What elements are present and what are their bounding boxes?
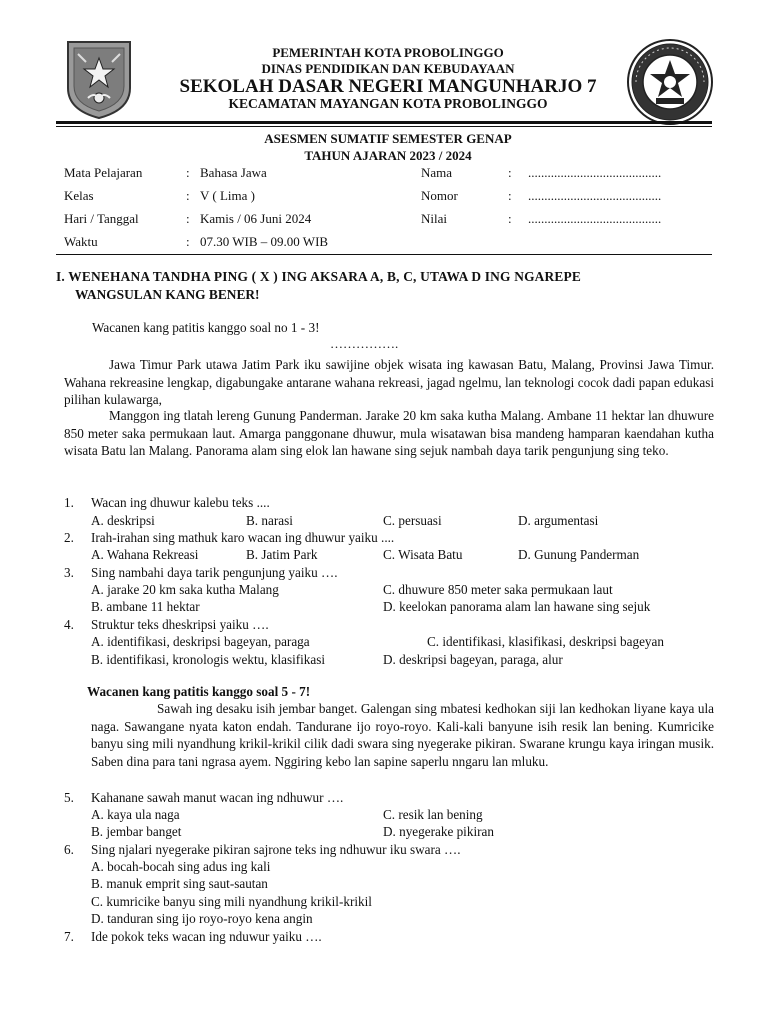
city-emblem-logo <box>66 40 132 120</box>
question-number: 4. <box>64 617 74 632</box>
field-sep: : <box>186 234 190 249</box>
answer-option[interactable]: A. identifikasi, deskripsi bageyan, paraga <box>91 634 310 649</box>
question-number: 7. <box>64 929 74 944</box>
question-number: 1. <box>64 495 74 510</box>
answer-option[interactable]: D. Gunung Panderman <box>518 547 640 562</box>
school-seal-logo <box>626 38 714 126</box>
question-text: Irah-irahan sing mathuk karo wacan ing dhuwur yaiku .... <box>91 530 395 545</box>
answer-option[interactable]: A. deskripsi <box>91 513 155 528</box>
letterhead-rule-thick <box>56 121 712 124</box>
answer-option[interactable]: A. jarake 20 km saka kutha Malang <box>91 582 279 597</box>
field-label-score: Nilai <box>421 211 447 226</box>
section-heading: I. WENEHANA TANDHA PING ( X ) ING AKSARA A, B, C, UTAWA D ING NGAREPE <box>56 269 582 284</box>
passage-paragraph: Sawah ing desaku isih jembar banget. Galengan sing mbatesi kedhokan siji lan kedhokan liyane kaya ula naga. Sawangane nyata katon endah. Tandurane ijo royo-royo. Kali-kali banyune isih resik lan bening. Kumricike banyu sing mili nyandhung krikil-krikil cilik dadi swara sing nyegerake pikiran. Swarane krungu kaya iringan musik. Saben dina para tani ngrasa ayem. Nggiring kebo lan sapine saperlu nngaru lan mluku. <box>91 701 714 769</box>
answer-option[interactable]: D. deskripsi bageyan, paraga, alur <box>383 652 563 667</box>
answer-option[interactable]: B. identifikasi, kronologis wektu, klasifikasi <box>91 652 326 667</box>
field-label-subject: Mata Pelajaran <box>64 165 143 180</box>
section-heading-cont: WANGSULAN KANG BENER! <box>75 287 260 302</box>
exam-title: ASESMEN SUMATIF SEMESTER GENAP <box>264 131 512 146</box>
passage-intro: Wacanen kang patitis kanggo soal 5 - 7! <box>87 684 311 699</box>
info-divider <box>56 254 712 255</box>
field-sep: : <box>186 211 190 226</box>
field-sep: : <box>508 188 512 203</box>
answer-option[interactable]: C. identifikasi, klasifikasi, deskripsi bageyan <box>427 634 664 649</box>
field-label-time: Waktu <box>64 234 98 249</box>
letterhead-rule-thin <box>56 126 712 127</box>
passage-intro: Wacanen kang patitis kanggo soal no 1 - 3! <box>92 320 320 335</box>
question-text: Struktur teks dheskripsi yaiku …. <box>91 617 269 632</box>
answer-option[interactable]: A. Wahana Rekreasi <box>91 547 199 562</box>
field-value-time: 07.30 WIB – 09.00 WIB <box>200 234 329 249</box>
school-name: SEKOLAH DASAR NEGERI MANGUNHARJO 7 <box>179 76 597 97</box>
question-text: Wacan ing dhuwur kalebu teks .... <box>91 495 270 510</box>
government-name: PEMERINTAH KOTA PROBOLINGGO <box>272 45 504 60</box>
question-text: Sing njalari nyegerake pikiran sajrone teks ing ndhuwur iku swara …. <box>91 842 461 857</box>
answer-option[interactable]: D. tanduran sing ijo royo-royo kena angin <box>91 911 313 926</box>
answer-option[interactable]: B. jembar banget <box>91 824 182 839</box>
answer-option[interactable]: A. bocah-bocah sing adus ing kali <box>91 859 271 874</box>
question-number: 5. <box>64 790 74 805</box>
answer-option[interactable]: D. argumentasi <box>518 513 599 528</box>
question-number: 6. <box>64 842 74 857</box>
field-sep: : <box>508 211 512 226</box>
passage-paragraph: Manggon ing tlatah lereng Gunung Panderman. Jarake 20 km saka kutha Malang. Ambane 11 hektar lan dhuwure 850 meter saka permukaan laut. Amarga panggonane dhuwur, mula wisatawan bisa mandeng hamparan kaendahan kutha wisata Batu lan Malang. Panorama alam sing elok lan hawane sing sejuk nambah daya tarik pengunjung sing teko. <box>64 408 714 459</box>
answer-option[interactable]: B. Jatim Park <box>246 547 318 562</box>
district-name: KECAMATAN MAYANGAN KOTA PROBOLINGGO <box>228 96 548 111</box>
exam-year: TAHUN AJARAN 2023 / 2024 <box>304 148 472 163</box>
answer-option[interactable]: C. Wisata Batu <box>383 547 463 562</box>
answer-option[interactable]: C. resik lan bening <box>383 807 483 822</box>
field-blank-number[interactable]: ......................................... <box>528 188 662 203</box>
answer-option[interactable]: D. keelokan panorama alam lan hawane sing sejuk <box>383 599 651 614</box>
field-sep: : <box>186 165 190 180</box>
field-value-subject: Bahasa Jawa <box>200 165 267 180</box>
department-name: DINAS PENDIDIKAN DAN KEBUDAYAAN <box>261 61 515 76</box>
field-value-class: V ( Lima ) <box>200 188 255 203</box>
question-number: 2. <box>64 530 74 545</box>
field-blank-name[interactable]: ......................................... <box>528 165 662 180</box>
answer-option[interactable]: C. persuasi <box>383 513 442 528</box>
answer-option[interactable]: C. dhuwure 850 meter saka permukaan laut <box>383 582 613 597</box>
passage-title-dots: ……………. <box>330 336 399 351</box>
answer-option[interactable]: A. kaya ula naga <box>91 807 180 822</box>
question-text: Ide pokok teks wacan ing nduwur yaiku …. <box>91 929 322 944</box>
field-sep: : <box>508 165 512 180</box>
answer-option[interactable]: C. kumricike banyu sing mili nyandhung krikil-krikil <box>91 894 372 909</box>
answer-option[interactable]: B. ambane 11 hektar <box>91 599 200 614</box>
answer-option[interactable]: B. narasi <box>246 513 293 528</box>
field-label-number: Nomor <box>421 188 458 203</box>
answer-option[interactable]: D. nyegerake pikiran <box>383 824 494 839</box>
answer-option[interactable]: B. manuk emprit sing saut-sautan <box>91 876 268 891</box>
field-sep: : <box>186 188 190 203</box>
question-text: Kahanane sawah manut wacan ing ndhuwur …. <box>91 790 344 805</box>
field-value-date: Kamis / 06 Juni 2024 <box>200 211 312 226</box>
passage-paragraph: Jawa Timur Park utawa Jatim Park iku sawijine objek wisata ing kawasan Batu, Malang, Provinsi Jawa Timur. Wahana rekreasine lengkap, digabungake antarane wahana rekreasi, jagad ngelmu, lan teknologi cocok dadi papan edukasi pilihan kulawarga, <box>64 357 714 408</box>
field-label-name: Nama <box>421 165 453 180</box>
field-label-date: Hari / Tanggal <box>64 211 139 226</box>
field-label-class: Kelas <box>64 188 94 203</box>
question-number: 3. <box>64 565 74 580</box>
question-text: Sing nambahi daya tarik pengunjung yaiku …. <box>91 565 338 580</box>
field-blank-score[interactable]: ......................................... <box>528 211 662 226</box>
